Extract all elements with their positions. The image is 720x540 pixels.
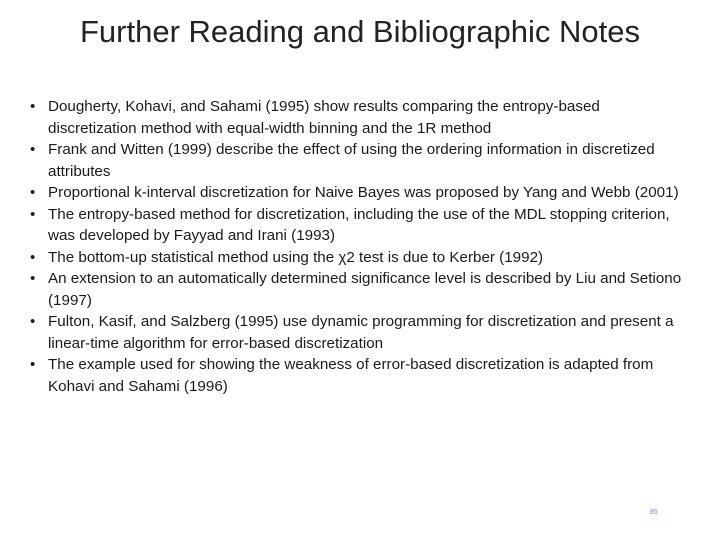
bullet-text: An extension to an automatically determined significance level is described by Liu and Setiono (1997) (48, 270, 682, 309)
bullet-dot-icon: • (30, 184, 36, 201)
bullet-dot-icon: • (30, 98, 36, 115)
bullet-item (28, 354, 688, 397)
bullet-text: Frank and Witten (1999) describe the effect of using the ordering information in discretized attributes (48, 141, 655, 180)
bullet-text: The entropy-based method for discretization, including the use of the MDL stopping criterion, was developed by Fayyad and Irani (1993) (48, 205, 670, 244)
bullet-item (28, 139, 688, 182)
bullet-item (28, 204, 688, 247)
bullet-dot-icon: • (30, 313, 36, 330)
bullet-text: The bottom-up statistical method using the χ2 test is due to Kerber (1992) (48, 248, 544, 266)
page-number: 85 (650, 509, 658, 516)
bullet-dot-icon: • (30, 270, 36, 287)
bullet-text: The example used for showing the weakness of error-based discretization is adapted from Kohavi and Sahami (1996) (48, 356, 654, 395)
bullet-item (28, 311, 688, 354)
bullet-text: Proportional k-interval discretization for Naive Bayes was proposed by Yang and Webb (2001) (48, 184, 679, 201)
bullet-list (28, 96, 688, 397)
bullet-item (28, 182, 688, 204)
bullet-item (28, 96, 688, 139)
bullet-dot-icon: • (30, 356, 36, 373)
bullet-item (28, 268, 688, 311)
bullet-item (28, 247, 688, 269)
bullet-text: Dougherty, Kohavi, and Sahami (1995) show results comparing the entropy-based discretization method with equal-width binning and the 1R method (48, 98, 600, 137)
bullet-dot-icon: • (30, 205, 36, 223)
bullet-text: Fulton, Kasif, and Salzberg (1995) use dynamic programming for discretization and present a linear-time algorithm for error-based discretization (48, 313, 674, 352)
bullet-dot-icon: • (30, 141, 36, 158)
bullet-dot-icon: • (30, 248, 36, 266)
slide-title: Further Reading and Bibliographic Notes (79, 14, 641, 49)
